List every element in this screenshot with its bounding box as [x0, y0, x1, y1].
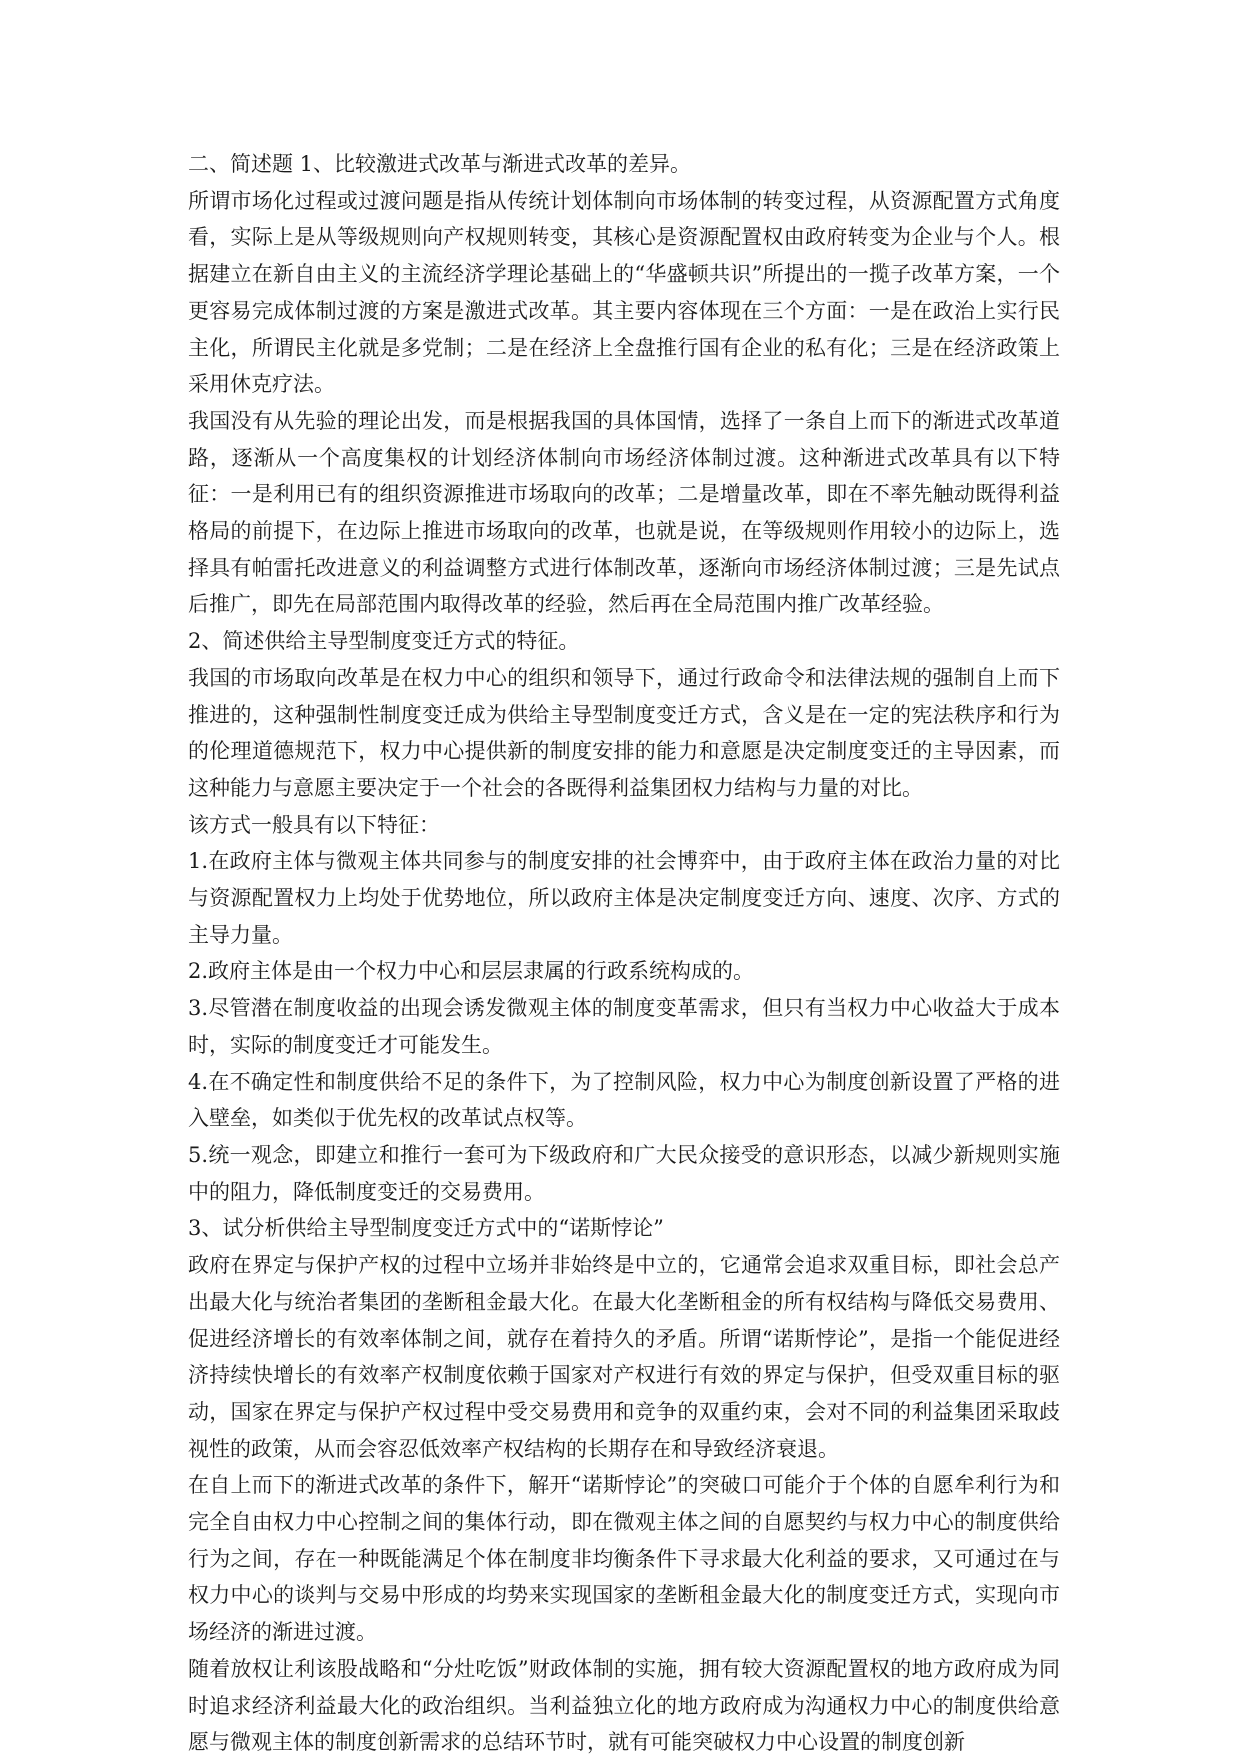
- question-2-heading: 2、简述供给主导型制度变迁方式的特征。: [188, 629, 580, 654]
- question-3-heading: 3、试分析供给主导型制度变迁方式中的“诺斯悖论”: [188, 1216, 664, 1241]
- question-2-paragraph-1: 我国的市场取向改革是在权力中心的组织和领导下，通过行政命令和法律法规的强制自上而下推进的，这种强制性制度变迁成为供给主导型制度变迁方式，含义是在一定的宪法秩序和行为的伦理道德规范下，权力中心提供新的制度安排的能力和意愿是决定制度变迁的主导因素，而这种能力与意愿主要决定于一个社会的各既得利益集团权力结构与力量的对比。: [188, 665, 1060, 800]
- question-2-item-5: 5.统一观念，即建立和推行一套可为下级政府和广大民众接受的意识形态，以减少新规则实施中的阻力，降低制度变迁的交易费用。: [188, 1142, 1060, 1204]
- question-1-heading: 二、简述题 1、比较激进式改革与渐进式改革的差异。: [188, 152, 692, 176]
- question-3-paragraph-3: 随着放权让利该股战略和“分灶吃饭”财政体制的实施，拥有较大资源配置权的地方政府成为同时追求经济利益最大化的政治组织。当利益独立化的地方政府成为沟通权力中心的制度供给意愿与微观主体的制度创新需求的总结环节时，就有可能突破权力中心设置的制度创新: [188, 1656, 1060, 1755]
- question-1-paragraph-2: 我国没有从先验的理论出发，而是根据我国的具体国情，选择了一条自上而下的渐进式改革道路，逐渐从一个高度集权的计划经济体制向市场经济体制过渡。这种渐进式改革具有以下特征：一是利用已有的组织资源推进市场取向的改革；二是增量改革，即在不率先触动既得利益格局的前提下，在边际上推进市场取向的改革，也就是说，在等级规则作用较小的边际上，选择具有帕雷托改进意义的利益调整方式进行体制改革，逐渐向市场经济体制过渡；三是先试点后推广，即先在局部范围内取得改革的经验，然后再在全局范围内推广改革经验。: [188, 408, 1060, 617]
- document-page: [188, 146, 1060, 1761]
- question-2-item-4: 4.在不确定性和制度供给不足的条件下，为了控制风险，权力中心为制度创新设置了严格的进入壁垒，如类似于优先权的改革试点权等。: [188, 1069, 1060, 1131]
- question-2-item-1: 1.在政府主体与微观主体共同参与的制度安排的社会博弈中，由于政府主体在政治力量的对比与资源配置权力上均处于优势地位，所以政府主体是决定制度变迁方向、速度、次序、方式的主导力量。: [188, 849, 1060, 947]
- question-3-paragraph-2: 在自上而下的渐进式改革的条件下，解开“诺斯悖论”的突破口可能介于个体的自愿牟利行为和完全自由权力中心控制之间的集体行动，即在微观主体之间的自愿契约与权力中心的制度供给行为之间，存在一种既能满足个体在制度非均衡条件下寻求最大化利益的要求，又可通过在与权力中心的谈判与交易中形成的均势来实现国家的垄断租金最大化的制度变迁方式，实现向市场经济的渐进过渡。: [188, 1473, 1060, 1645]
- question-2-intro: 该方式一般具有以下特征：: [188, 812, 440, 837]
- question-2-item-3: 3.尽管潜在制度收益的出现会诱发微观主体的制度变革需求，但只有当权力中心收益大于成本时，实际的制度变迁才可能发生。: [188, 996, 1060, 1057]
- question-1-paragraph-1: 所谓市场化过程或过渡问题是指从传统计划体制向市场体制的转变过程，从资源配置方式角度看，实际上是从等级规则向产权规则转变，其核心是资源配置权由政府转变为企业与个人。根据建立在新自由主义的主流经济学理论基础上的“华盛顿共识”所提出的一揽子改革方案，一个更容易完成体制过渡的方案是激进式改革。其主要内容体现在三个方面：一是在政治上实行民主化，所谓民主化就是多党制；二是在经济上全盘推行国有企业的私有化；三是在经济政策上采用休克疗法。: [188, 188, 1060, 397]
- question-2-item-2: 2.政府主体是由一个权力中心和层层隶属的行政系统构成的。: [188, 959, 755, 984]
- question-3-paragraph-1: 政府在界定与保护产权的过程中立场并非始终是中立的，它通常会追求双重目标，即社会总产出最大化与统治者集团的垄断租金最大化。在最大化垄断租金的所有权结构与降低交易费用、促进经济增长的有效率体制之间，就存在着持久的矛盾。所谓“诺斯悖论”，是指一个能促进经济持续快增长的有效率产权制度依赖于国家对产权进行有效的界定与保护，但受双重目标的驱动，国家在界定与保护产权过程中受交易费用和竞争的双重约束，会对不同的利益集团采取歧视性的政策，从而会容忍低效率产权结构的长期存在和导致经济衰退。: [188, 1253, 1060, 1461]
